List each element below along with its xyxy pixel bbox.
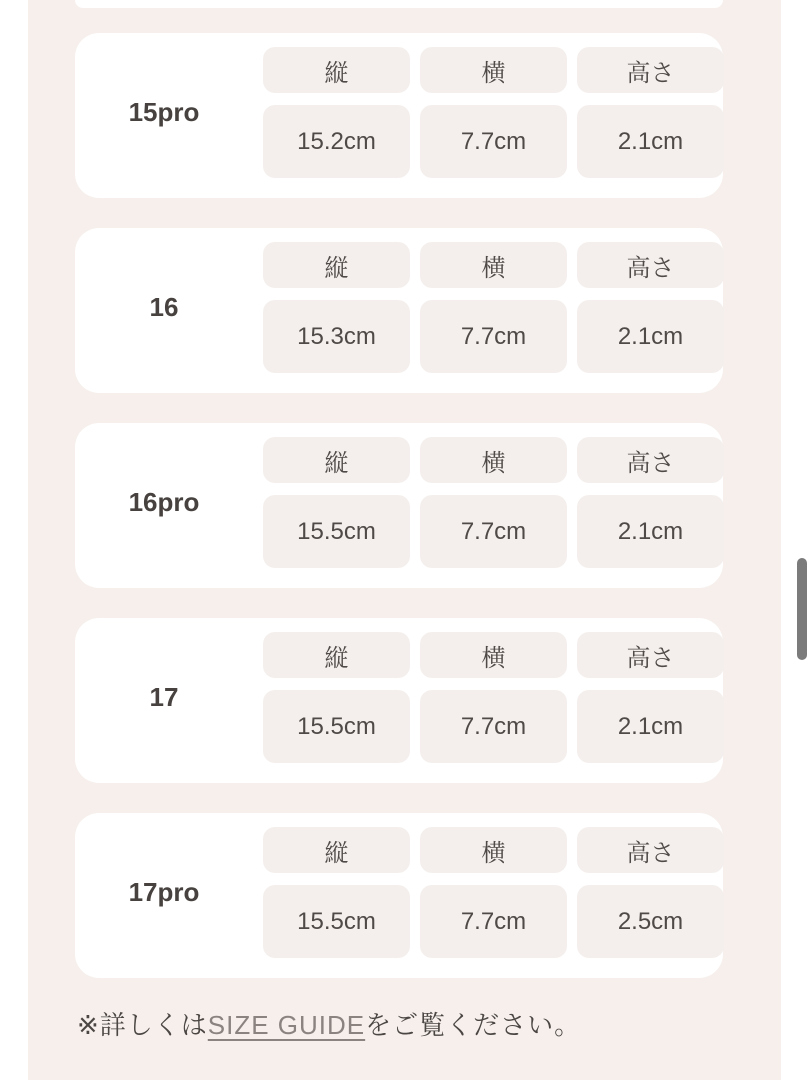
col-header-length: 縦 xyxy=(263,632,410,678)
size-value-length: 15.5cm xyxy=(263,885,410,958)
col-header-height: 高さ xyxy=(577,632,724,678)
size-card-15pro xyxy=(75,33,723,198)
size-card-16pro xyxy=(75,423,723,588)
size-value-length: 15.2cm xyxy=(263,105,410,178)
size-value-width: 7.7cm xyxy=(420,690,567,763)
col-header-length: 縦 xyxy=(263,437,410,483)
col-header-length: 縦 xyxy=(263,242,410,288)
scrollbar-thumb[interactable] xyxy=(797,558,807,660)
previous-card-bottom xyxy=(75,0,723,8)
col-header-width: 横 xyxy=(420,827,567,873)
size-value-height: 2.1cm xyxy=(577,300,724,373)
model-label: 16pro xyxy=(128,487,200,517)
col-header-width: 横 xyxy=(420,242,567,288)
col-header-length: 縦 xyxy=(263,47,410,93)
note-suffix: をご覧ください。 xyxy=(365,1010,582,1040)
col-header-height: 高さ xyxy=(577,437,724,483)
model-label: 16 xyxy=(149,292,179,322)
col-header-width: 横 xyxy=(420,437,567,483)
col-header-height: 高さ xyxy=(577,242,724,288)
size-value-height: 2.1cm xyxy=(577,105,724,178)
size-spec-panel xyxy=(28,0,781,1080)
size-value-length: 15.5cm xyxy=(263,690,410,763)
size-value-width: 7.7cm xyxy=(420,105,567,178)
size-value-height: 2.1cm xyxy=(577,690,724,763)
model-label: 15pro xyxy=(128,97,200,127)
size-value-length: 15.3cm xyxy=(263,300,410,373)
size-guide-note xyxy=(77,1005,781,1042)
size-value-width: 7.7cm xyxy=(420,885,567,958)
size-card-17 xyxy=(75,618,723,783)
size-value-width: 7.7cm xyxy=(420,300,567,373)
col-header-height: 高さ xyxy=(577,827,724,873)
size-value-height: 2.1cm xyxy=(577,495,724,568)
size-value-width: 7.7cm xyxy=(420,495,567,568)
size-value-height: 2.5cm xyxy=(577,885,724,958)
size-guide-link[interactable]: SIZE GUIDE xyxy=(207,1010,366,1040)
col-header-length: 縦 xyxy=(263,827,410,873)
col-header-width: 横 xyxy=(420,632,567,678)
size-card-17pro xyxy=(75,813,723,978)
note-prefix: ※詳しくは xyxy=(77,1010,208,1040)
col-header-height: 高さ xyxy=(577,47,724,93)
col-header-width: 横 xyxy=(420,47,567,93)
model-label: 17pro xyxy=(128,877,200,907)
model-label: 17 xyxy=(149,682,179,712)
size-card-16 xyxy=(75,228,723,393)
size-value-length: 15.5cm xyxy=(263,495,410,568)
